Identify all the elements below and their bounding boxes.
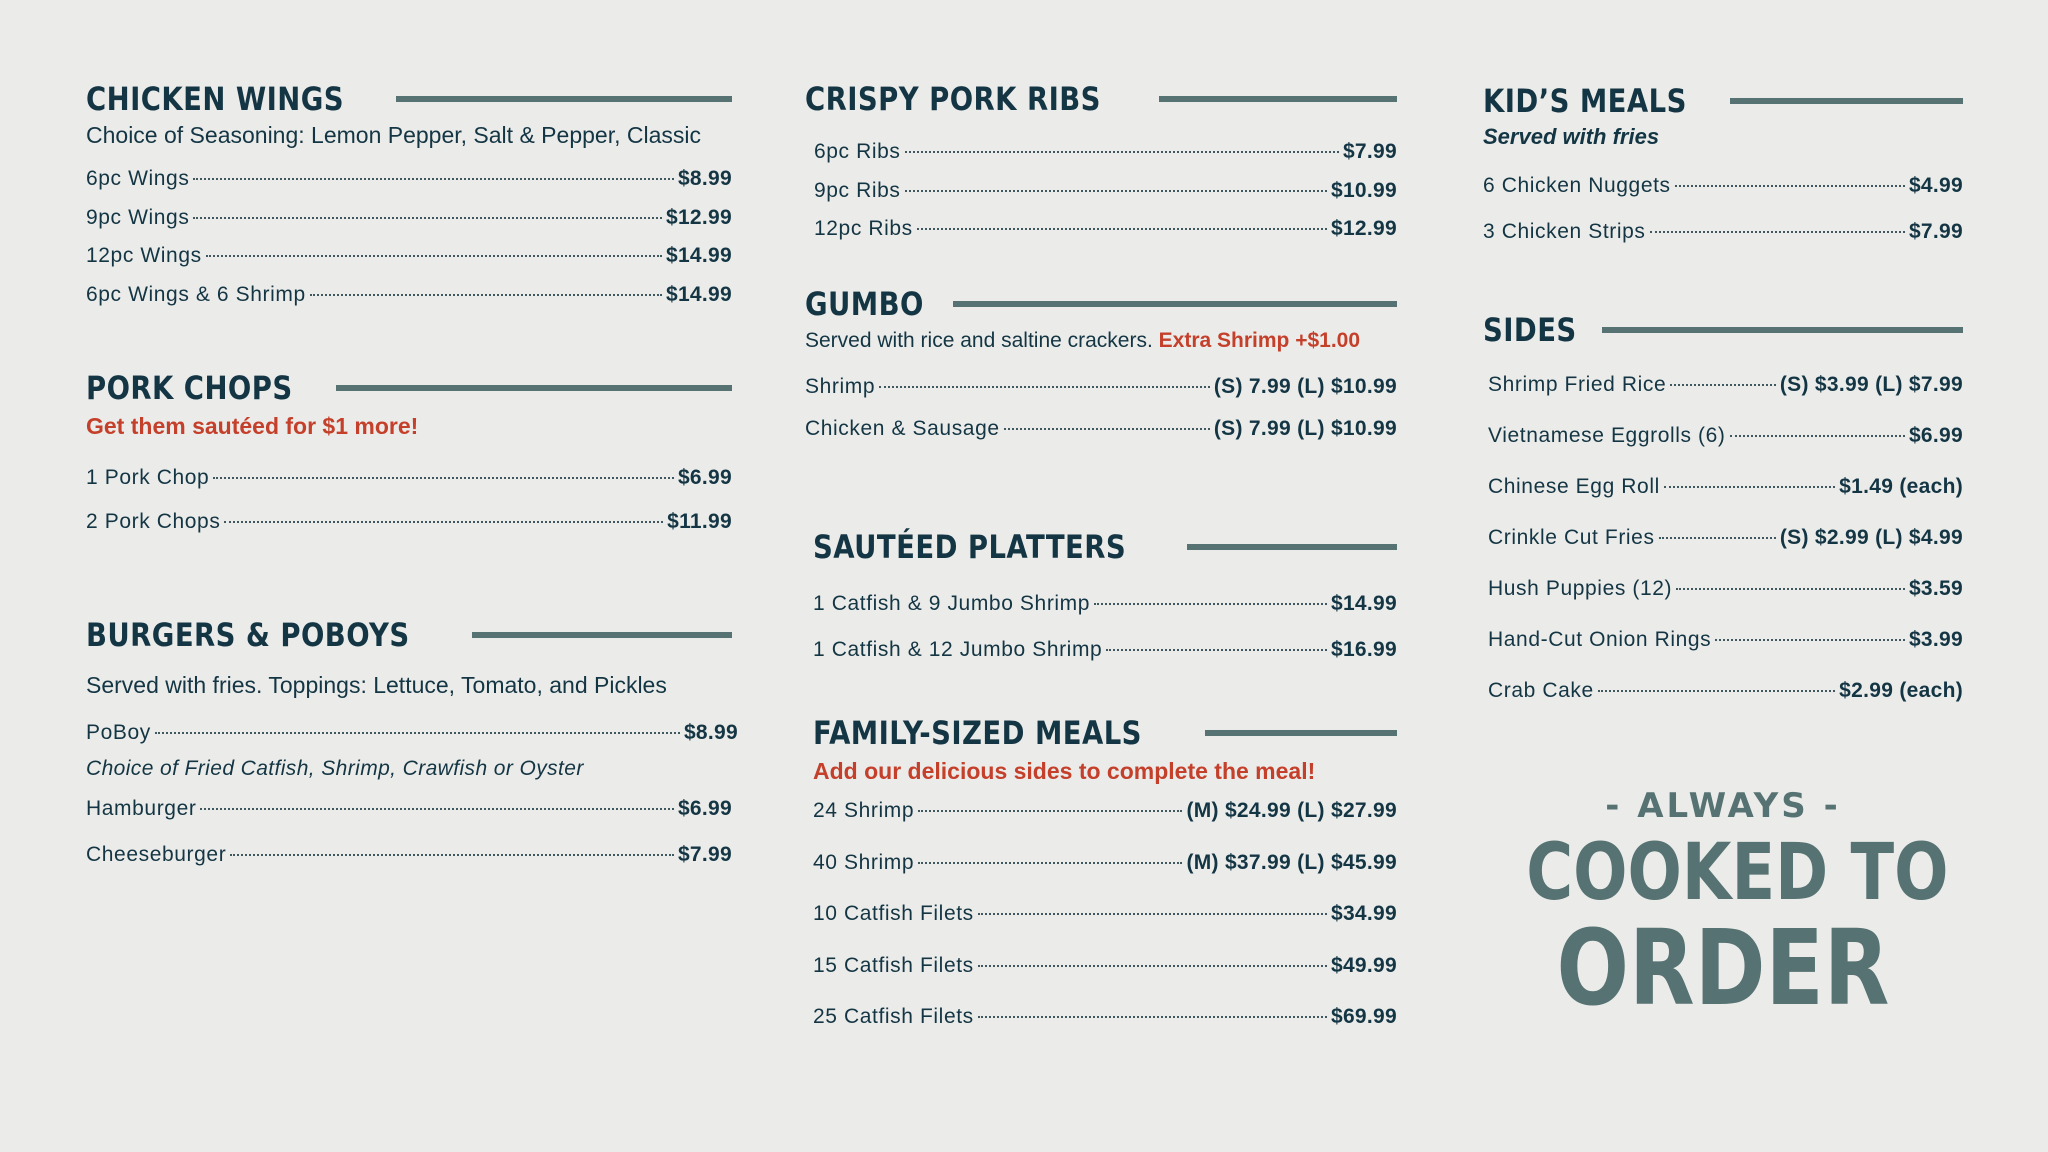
section-title: KID’S MEALS xyxy=(1483,82,1687,120)
menu-item: Hush Puppies (12) $3.59 xyxy=(1488,577,1963,600)
section-title: PORK CHOPS xyxy=(86,369,293,407)
section-subtitle: Get them sautéed for $1 more! xyxy=(86,413,419,439)
promo-order: ORDER xyxy=(1556,907,1890,1029)
section-title: BURGERS & POBOYS xyxy=(86,616,410,654)
menu-item: 10 Catfish Filets $34.99 xyxy=(813,902,1397,925)
section-subtitle: Choice of Seasoning: Lemon Pepper, Salt & Pepper, Classic xyxy=(86,122,701,148)
menu-item: 9pc Ribs $10.99 xyxy=(814,178,1397,202)
menu-item: 40 Shrimp (M) $37.99 (L) $45.99 xyxy=(813,850,1397,874)
menu-item: 24 Shrimp (M) $24.99 (L) $27.99 xyxy=(813,799,1397,822)
always-cooked-to-order-badge xyxy=(1483,786,1963,1029)
section-title: SAUTÉED PLATTERS xyxy=(813,528,1127,566)
menu-item: 12pc Ribs $12.99 xyxy=(814,217,1397,240)
section-rule xyxy=(1205,730,1397,736)
extra-shrimp-note: Extra Shrimp +$1.00 xyxy=(1158,329,1361,352)
section-sides xyxy=(1483,307,1963,730)
section-rule xyxy=(396,96,732,102)
section-pork-chops xyxy=(86,365,732,554)
menu-item: 25 Catfish Filets $69.99 xyxy=(813,1005,1397,1028)
section-subtitle: Served with rice and saltine crackers. Extra Shrimp +$1.00 xyxy=(805,329,1361,352)
promo-cooked-to: COOKED TO xyxy=(1526,828,1949,918)
menu-item: Vietnamese Eggrolls (6) $6.99 xyxy=(1488,424,1963,447)
menu-item: Chinese Egg Roll $1.49 (each) xyxy=(1488,475,1963,498)
section-rule xyxy=(1159,96,1397,102)
section-chicken-wings xyxy=(86,76,732,321)
menu-item: 1 Catfish & 9 Jumbo Shrimp $14.99 xyxy=(813,592,1397,615)
menu-item: 6 Chicken Nuggets $4.99 xyxy=(1483,174,1963,197)
section-rule xyxy=(472,632,732,638)
item-note: Choice of Fried Catfish, Shrimp, Crawfish or Oyster xyxy=(86,757,584,780)
menu-item: 1 Pork Chop $6.99 xyxy=(86,466,732,489)
section-family-sized-meals xyxy=(805,710,1397,1057)
menu-item: Cheeseburger $7.99 xyxy=(86,843,732,866)
menu-item: Shrimp (S) 7.99 (L) $10.99 xyxy=(805,375,1397,398)
section-title: FAMILY-SIZED MEALS xyxy=(813,714,1142,752)
menu-item: 12pc Wings $14.99 xyxy=(86,244,732,267)
section-subtitle: Add our delicious sides to complete the meal! xyxy=(813,758,1316,784)
section-rule xyxy=(1730,98,1963,104)
menu-item: PoBoy $8.99 xyxy=(86,721,738,744)
section-subtitle: Served with fries. Toppings: Lettuce, Tomato, and Pickles xyxy=(86,672,667,698)
section-title: CHICKEN WINGS xyxy=(86,80,345,118)
menu-item: 3 Chicken Strips $7.99 xyxy=(1483,220,1963,243)
section-crispy-pork-ribs xyxy=(805,76,1397,256)
menu-item: Crinkle Cut Fries (S) $2.99 (L) $4.99 xyxy=(1488,526,1963,549)
section-rule xyxy=(1187,544,1397,550)
menu-item: Chicken & Sausage (S) 7.99 (L) $10.99 xyxy=(805,417,1397,440)
section-title: CRISPY PORK RIBS xyxy=(805,80,1101,118)
section-rule xyxy=(336,385,732,391)
menu-item: Shrimp Fried Rice (S) $3.99 (L) $7.99 xyxy=(1488,373,1963,396)
section-burgers-poboys xyxy=(86,612,738,889)
section-sauteed-platters xyxy=(805,524,1397,684)
menu-item: 6pc Ribs $7.99 xyxy=(814,140,1397,163)
section-title: GUMBO xyxy=(805,285,924,323)
section-title: SIDES xyxy=(1483,311,1577,349)
menu-item: 2 Pork Chops $11.99 xyxy=(86,510,732,533)
section-rule xyxy=(953,301,1397,307)
menu-item: Hamburger $6.99 xyxy=(86,797,732,820)
section-subtitle: Served with fries xyxy=(1483,124,1660,149)
section-kids-meals xyxy=(1483,78,1963,266)
menu-item: 1 Catfish & 12 Jumbo Shrimp $16.99 xyxy=(813,638,1397,661)
section-rule xyxy=(1602,327,1963,333)
menu-item: 15 Catfish Filets $49.99 xyxy=(813,953,1397,977)
section-gumbo xyxy=(805,281,1397,459)
menu-item: 9pc Wings $12.99 xyxy=(86,205,732,229)
menu-item: Hand-Cut Onion Rings $3.99 xyxy=(1488,628,1963,651)
menu-item: Crab Cake $2.99 (each) xyxy=(1488,679,1963,702)
promo-always: - ALWAYS - xyxy=(1605,786,1841,826)
menu-item: 6pc Wings $8.99 xyxy=(86,167,732,190)
menu-item: 6pc Wings & 6 Shrimp $14.99 xyxy=(86,282,732,306)
